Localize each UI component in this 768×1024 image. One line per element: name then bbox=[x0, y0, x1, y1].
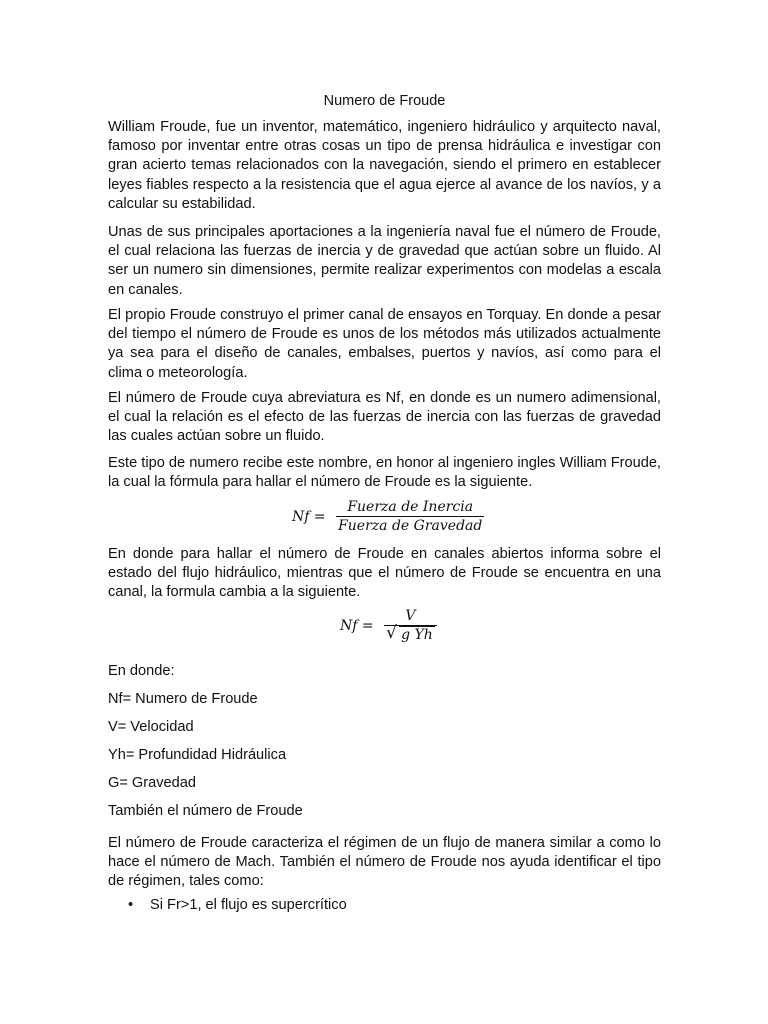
paragraph-7: El número de Froude caracteriza el régimen de un flujo de manera similar a como lo hace el número de Mach. También el número de Froude nos ayuda identificar el tipo de régimen, tales como: bbox=[108, 835, 661, 890]
definition-item: V= Velocidad bbox=[108, 719, 194, 735]
formula-1-numerator: Fuerza de Inercia bbox=[336, 498, 484, 517]
paragraph-5: Este tipo de numero recibe este nombre, en honor al ingeniero ingles William Froude, la cual la fórmula para hallar el número de Froude es la siguiente. bbox=[108, 455, 661, 491]
formula-1-fraction bbox=[336, 498, 484, 535]
formula-2-fraction bbox=[384, 607, 437, 644]
formula-1-denominator: Fuerza de Gravedad bbox=[338, 518, 483, 534]
paragraph-6: En donde para hallar el número de Froude en canales abiertos informa sobre el estado del flujo hidráulico, mientras que el número de Froude se encuentra en una canal, la formula cambia a la siguiente. bbox=[108, 546, 661, 601]
radical-sign-icon: √ bbox=[386, 623, 397, 643]
paragraph-3: El propio Froude construyo el primer canal de ensayos en Torquay. En donde a pesar del tiempo el número de Froude es unos de los métodos más utilizados actualmente ya sea para el diseño de canales, embalses, puertos y navíos, así como para el clima o meteorología. bbox=[108, 307, 661, 381]
paragraph-4: El número de Froude cuya abreviatura es Nf, en donde es un numero adimensional, el cual la relación es el efecto de las fuerzas de inercia con las fuerzas de gravedad las cuales actúan sobre un fluido. bbox=[108, 390, 661, 445]
square-root bbox=[386, 623, 435, 644]
definition-item: G= Gravedad bbox=[108, 775, 197, 791]
definition-item: También el número de Froude bbox=[108, 803, 303, 819]
formula-1-lhs: Nf = bbox=[292, 508, 326, 525]
definitions-intro: En donde: bbox=[108, 663, 175, 679]
formula-froude-forces bbox=[292, 498, 484, 535]
formula-2-numerator: V bbox=[384, 607, 437, 626]
bullet-text: Si Fr>1, el flujo es supercrítico bbox=[150, 897, 347, 913]
formula-froude-channel bbox=[340, 607, 437, 644]
bullet-dot-icon: • bbox=[128, 897, 134, 913]
formula-2-lhs: Nf = bbox=[340, 617, 374, 634]
paragraph-2: Unas de sus principales aportaciones a la ingeniería naval fue el número de Froude, el cual relaciona las fuerzas de inercia y de gravedad que actúan sobre un fluido. Al ser un numero sin dimensiones, permite realizar experimentos con modelas a escala en canales. bbox=[108, 224, 661, 298]
formula-2-radicand: g Yh bbox=[401, 627, 433, 643]
document-title: Numero de Froude bbox=[323, 93, 446, 109]
formula-2-denominator bbox=[384, 623, 437, 644]
definition-item: Yh= Profundidad Hidráulica bbox=[108, 747, 287, 763]
paragraph-1: William Froude, fue un inventor, matemático, ingeniero hidráulico y arquitecto naval, famoso por inventar entre otras cosas un tipo de prensa hidráulica e investigar con gran acierto temas relacionados con la navegación, siendo el primero en establecer leyes fiables respecto a la resistencia que el agua ejerce al avance de los navíos, y a calcular su estabilidad. bbox=[108, 119, 661, 212]
definition-item: Nf= Numero de Froude bbox=[108, 691, 258, 707]
bullet-item bbox=[128, 896, 347, 915]
